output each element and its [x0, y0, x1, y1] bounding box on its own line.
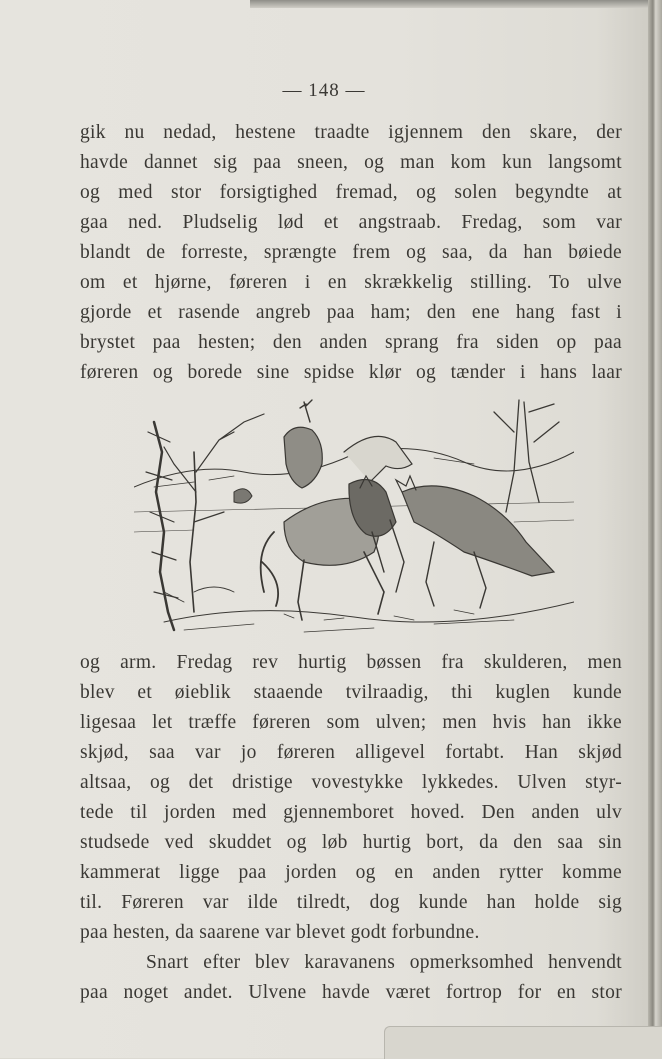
text-line: Snart efter blev karavanens opmerksomhed henvendt: [146, 952, 622, 973]
page-top-edge: [250, 0, 662, 8]
text-line: til. Føreren var ilde tilredt, dog kunde han holde sig: [80, 892, 622, 913]
text-line: om et hjørne, føreren i en skrækkelig stilling. To ulve: [80, 272, 622, 293]
book-spine-edge: [648, 0, 662, 1058]
text-line: altsaa, og det dristige vovestykke lykkedes. Ulven styr-: [80, 772, 622, 793]
page-tab-edge: [384, 1026, 662, 1059]
text-line: paa noget andet. Ulvene havde været fortrop for en stor: [80, 982, 622, 1003]
paragraph-bottom: [80, 648, 622, 1008]
text-line: brystet paa hesten; den anden sprang fra siden op paa: [80, 332, 622, 353]
wolf-attack-illustration: [134, 392, 574, 640]
text-line: gik nu nedad, hestene traadte igjennem den skare, der: [80, 122, 622, 143]
page-number: — 148 —: [282, 80, 366, 101]
text-line: og arm. Fredag rev hurtig bøssen fra skulderen, men: [80, 652, 622, 673]
text-line: kammerat ligge paa jorden og en anden rytter komme: [80, 862, 622, 883]
text-line: gjorde et rasende angreb paa ham; den ene hang fast i: [80, 302, 622, 323]
text-line: og med stor forsigtighed fremad, og solen begyndte at: [80, 182, 622, 203]
text-line: gaa ned. Pludselig lød et angstraab. Fredag, som var: [80, 212, 622, 233]
paragraph-top: [80, 118, 622, 388]
text-line: blev et øieblik staaende tvilraadig, thi kuglen kunde: [80, 682, 622, 703]
text-line: studsede ved skuddet og løb hurtig bort, da den saa sin: [80, 832, 622, 853]
text-line: føreren og borede sine spidse klør og tænder i hans laar: [80, 362, 622, 383]
text-line: skjød, saa var jo føreren alligevel fortabt. Han skjød: [80, 742, 622, 763]
text-line: tede til jorden med gjennemboret hoved. Den anden ulv: [80, 802, 622, 823]
text-line: blandt de forreste, sprængte frem og saa, da han bøiede: [80, 242, 622, 263]
text-line: paa hesten, da saarene var blevet godt forbundne.: [80, 922, 480, 943]
text-line: havde dannet sig paa sneen, og man kom kun langsomt: [80, 152, 622, 173]
text-line: ligesaa let træffe føreren som ulven; men hvis han ikke: [80, 712, 622, 733]
